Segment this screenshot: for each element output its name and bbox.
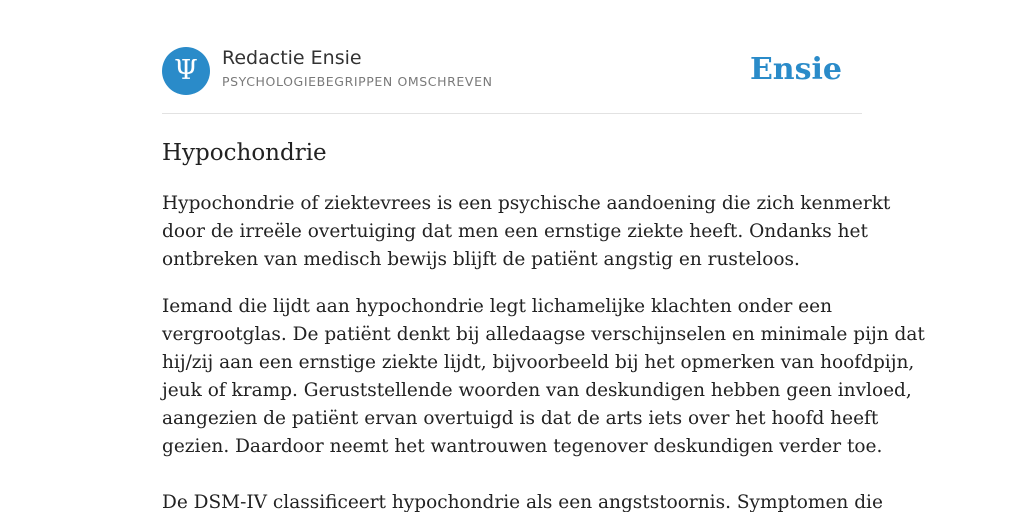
- article-body: [162, 190, 925, 512]
- paragraph-2: [162, 293, 925, 461]
- paragraph-line: hij/zij aan een ernstige ziekte lijdt, bijvoorbeeld bij het opmerken van hoofdpijn,: [162, 352, 915, 373]
- paragraph-line: Iemand die lijdt aan hypochondrie legt lichamelijke klachten onder een: [162, 296, 832, 317]
- brand-logo[interactable]: Ensie: [749, 52, 842, 87]
- psi-logo-icon: Ψ: [162, 47, 210, 95]
- paragraph-line: aangezien de patiënt ervan overtuigd is dat de arts iets over het hoofd heeft: [162, 408, 879, 429]
- header-divider: [162, 113, 862, 114]
- paragraph-line: jeuk of kramp. Geruststellende woorden van deskundigen hebben geen invloed,: [162, 380, 912, 401]
- paragraph-line: gezien. Daardoor neemt het wantrouwen tegenover deskundigen verder toe.: [162, 436, 883, 457]
- paragraph-line: Hypochondrie of ziektevrees is een psychische aandoening die zich kenmerkt: [162, 193, 891, 214]
- author-tagline: PSYCHOLOGIEBEGRIPPEN OMSCHREVEN: [222, 74, 493, 89]
- paragraph-3: [162, 489, 883, 512]
- paragraph-line: ontbreken van medisch bewijs blijft de patiënt angstig en rusteloos.: [162, 249, 800, 270]
- article-title: Hypochondrie: [162, 140, 327, 166]
- paragraph-line: door de irreële overtuiging dat men een ernstige ziekte heeft. Ondanks het: [162, 221, 868, 242]
- paragraph-line: vergrootglas. De patiënt denkt bij alledaagse verschijnselen en minimale pijn dat: [162, 324, 925, 345]
- article-header: [162, 47, 862, 95]
- author-name[interactable]: Redactie Ensie: [222, 47, 362, 69]
- paragraph-1: [162, 190, 891, 274]
- paragraph-line: De DSM-IV classificeert hypochondrie als een angststoornis. Symptomen die: [162, 492, 883, 512]
